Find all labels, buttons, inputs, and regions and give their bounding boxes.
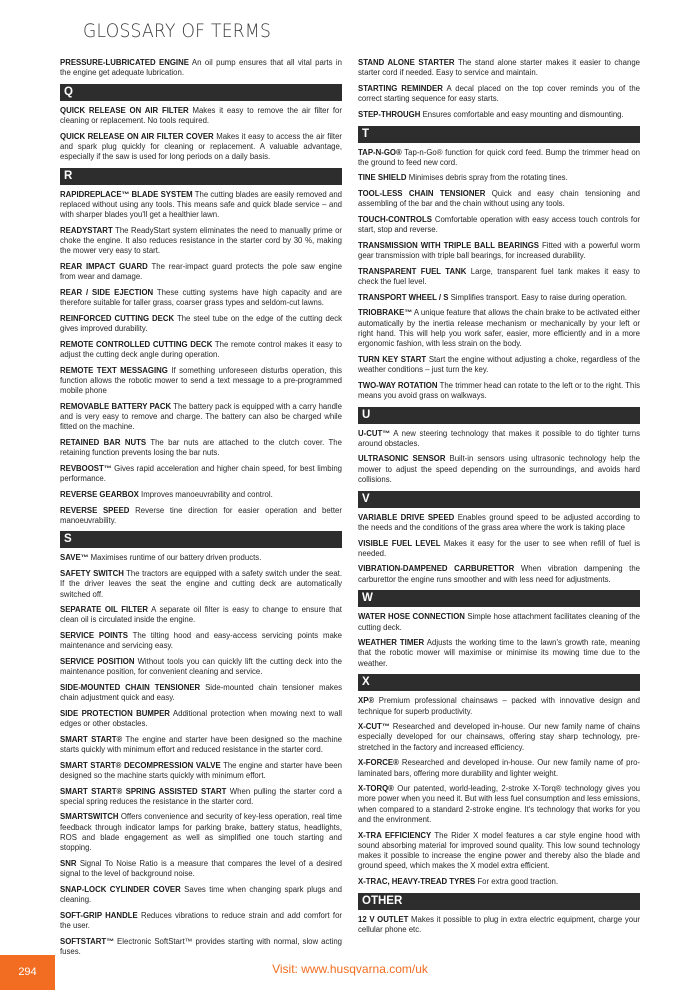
glossary-description: A decal placed on the top cover reminds you of the correct starting sequence for easy starts. (358, 83, 640, 104)
glossary-description: Makes it possible to plug in extra electric equipment, charge your cellular phone etc. (358, 914, 641, 934)
glossary-description: Makes it easy to remove the air filter for cleaning or replacement. No tools required. (60, 105, 342, 126)
glossary-term: SNAP-LOCK CYLINDER COVER (60, 884, 181, 894)
glossary-entry (358, 429, 640, 449)
glossary-description: Start the engine without adjusting a choke, regardless of the weather conditions – just turn the key. (358, 354, 641, 374)
glossary-term: QUICK RELEASE ON AIR FILTER COVER (60, 131, 214, 141)
glossary-description: Makes it easy to access the air filter and spark plug quickly for cleaning or replacement. A valuable advantage, especially if the saw is used for long periods on a daily basis. (60, 131, 343, 162)
glossary-entry (358, 638, 640, 669)
glossary-entry (358, 84, 640, 104)
glossary-description: Maximises runtime of our battery driven products. (90, 553, 262, 563)
glossary-entry (358, 722, 640, 753)
glossary-entry (60, 506, 342, 526)
glossary-entry (358, 612, 640, 632)
glossary-term: REMOTE CONTROLLED CUTTING DECK (60, 339, 213, 349)
glossary-description: The ReadyStart system eliminates the need to manually prime or choke the engine. It also reduces resistance in the starter cord by 30 %, making the mower very easy to start. (60, 226, 343, 256)
glossary-entry (358, 831, 640, 872)
glossary-term: TAP-N-GO® (358, 147, 402, 157)
glossary-term: SNR (60, 858, 77, 868)
glossary-term: REMOTE TEXT MESSAGING (60, 365, 168, 375)
glossary-entry (60, 438, 342, 458)
glossary-entry (60, 937, 342, 957)
page-title: GLOSSARY OF TERMS (83, 20, 272, 42)
glossary-description: Without tools you can quickly lift the cutting deck into the maintenance position, for convenient cleaning and service. (60, 657, 342, 677)
glossary-description: An oil pump ensures that all vital parts in the engine get adequate lubrication. (60, 58, 342, 78)
glossary-term: X-TRA EFFICIENCY (358, 830, 432, 840)
glossary-description: Our patented, world-leading, 2-stroke X-Torq® technology gives you more power when you need it. But with less fuel consumption and less emissions, when compared to a standard 2-stroke engine. It's technology that works for you and the environment. (358, 784, 641, 824)
glossary-term: TURN KEY START (358, 354, 427, 364)
glossary-description: Researched and developed in-house. Our new family name of pro-laminated bars, offering more durability and lighter weight. (358, 758, 641, 778)
glossary-description: Premium professional chainsaws – packed with innovative design and technique for superb productivity. (358, 696, 640, 716)
glossary-term: REAR IMPACT GUARD (60, 262, 148, 272)
glossary-entry (60, 366, 342, 397)
glossary-entry (60, 314, 342, 334)
glossary-term: SOFT-GRIP HANDLE (60, 910, 138, 920)
glossary-term: TRANSPORT WHEEL / S (358, 292, 449, 302)
glossary-entry (358, 308, 640, 349)
section-letter-w: W (358, 590, 640, 607)
section-letter-u: U (358, 407, 640, 424)
glossary-description: Signal To Noise Ratio is a measure that compares the level of a desired signal to the level of background noise. (60, 858, 342, 878)
glossary-description: Gives rapid acceleration and higher chain speed, for best limbing performance. (60, 463, 342, 484)
glossary-entry (60, 885, 342, 905)
glossary-entry (358, 355, 640, 375)
glossary-description: Quick and easy chain tensioning and assembling of the bar and the chain without using any tools. (358, 189, 641, 209)
glossary-term: X-TORQ® (358, 784, 394, 794)
glossary-entry (358, 381, 640, 401)
glossary-term: TOUCH-CONTROLS (358, 215, 432, 225)
glossary-entry (60, 464, 342, 484)
glossary-entry (358, 110, 640, 120)
glossary-entry (60, 553, 342, 563)
glossary-description: The trimmer head can rotate to the left or to the right. This means you avoid grass on walkways. (358, 380, 640, 400)
glossary-term: READYSTART (60, 226, 113, 236)
glossary-term: XP® (358, 696, 375, 706)
glossary-description: Simplifies transport. Easy to raise during operation. (450, 292, 627, 302)
section-letter-other: OTHER (358, 893, 640, 910)
glossary-entry (358, 173, 640, 183)
glossary-term: RETAINED BAR NUTS (60, 437, 147, 447)
section-letter-q: Q (60, 84, 342, 101)
glossary-term: STEP-THROUGH (358, 109, 421, 119)
glossary-term: PRESSURE-LUBRICATED ENGINE (60, 58, 189, 67)
glossary-description: Electronic SoftStart™ provides starting with normal, slow acting fuses. (60, 936, 342, 956)
glossary-term: ULTRASONIC SENSOR (358, 454, 446, 464)
glossary-description: Fitted with a powerful worm gear transmission with triple ball bearings, for increased durability. (358, 240, 640, 261)
glossary-term: QUICK RELEASE ON AIR FILTER (60, 105, 189, 115)
glossary-description: Offers convenience and security of key-less operation, real time feedback through indicator lamps for parking brake, battery status, headlights, ROS and blade engagement as well as simplified one touch starting and stopping. (60, 812, 343, 853)
right-column (358, 58, 640, 940)
glossary-term: TINE SHIELD (358, 173, 407, 183)
glossary-term: SERVICE POINTS (60, 631, 128, 641)
glossary-description: Reverse tine direction for easier operation and better manoeuvrability. (60, 505, 342, 525)
glossary-description: Tap-n-Go® function for quick cord feed. Bump the trimmer head on the ground to feed new cord. (358, 147, 641, 167)
glossary-description: The bar nuts are attached to the clutch cover. The retaining function prevents losing the bar nuts. (60, 437, 342, 458)
glossary-description: If something unforeseen disturbs operation, this function allows the robotic mower to send a text message to a pre-programmed mobile phone (60, 365, 343, 396)
glossary-description: The rear-impact guard protects the pole saw engine from wear and damage. (60, 262, 342, 282)
glossary-description: Reduces vibrations to reduce strain and add comfort for the user. (60, 910, 342, 930)
glossary-entry (358, 539, 640, 559)
glossary-entry (60, 106, 342, 126)
glossary-term: SERVICE POSITION (60, 657, 135, 667)
glossary-description: Ensures comfortable and easy mounting and dismounting. (422, 109, 624, 119)
glossary-term: TRANSPARENT FUEL TANK (358, 266, 467, 276)
glossary-term: TOOL-LESS CHAIN TENSIONER (358, 189, 486, 199)
glossary-entry (60, 569, 342, 600)
glossary-entry (60, 340, 342, 360)
glossary-description: Built-in sensors using ultrasonic technology help the mower to adjust the speed depending on the surroundings, and avoids hard collisions. (358, 454, 641, 484)
glossary-description: A unique feature that allows the chain brake to be activated either automatically by the inertia release mechanism or mechanically by your left or right hand. This will help you work safer, easier, more efficiently and in a more ergonomic fashion, with less strain on the body. (358, 308, 640, 349)
glossary-term: STARTING REMINDER (358, 83, 443, 93)
glossary-entry (358, 58, 640, 78)
glossary-term: REMOVABLE BATTERY PACK (60, 401, 172, 411)
glossary-description: Adjusts the working time to the lawn's growth rate, meaning that the robotic mower will maximise or minimise its mowing time due to the weather. (358, 638, 640, 668)
glossary-term: REVERSE SPEED (60, 505, 130, 515)
glossary-description: Comfortable operation with easy access touch controls for start, stop and reverse. (358, 215, 641, 235)
glossary-description: Large, transparent fuel tank makes it easy to check the fuel level. (358, 266, 640, 287)
glossary-term: SAVE™ (60, 553, 89, 563)
glossary-description: The Rider X model features a car style engine hood with sound absorbing material for improved sound quality. This low sound technology makes it possible to increase the engine power and thereby also the blade and ground speed, which makes the X model extra efficient. (358, 830, 640, 871)
glossary-description: Researched and developed in-house. Our new family name of chains especially developed for our chainsaws, offering stay sharp technology, pre-stretched in the factory and increased efficiency. (358, 722, 640, 752)
glossary-description: The engine and starter have been designed so the machine starts quickly with minimum effort. (60, 760, 342, 780)
glossary-description: Improves manoeuvrability and control. (141, 489, 273, 499)
glossary-term: REINFORCED CUTTING DECK (60, 313, 175, 323)
glossary-entry (60, 787, 342, 807)
section-letter-t: T (358, 126, 640, 143)
glossary-entry (358, 784, 640, 825)
glossary-term: U-CUT™ (358, 428, 391, 438)
glossary-entry (60, 709, 342, 729)
glossary-term: RAPIDREPLACE™ BLADE SYSTEM (60, 189, 193, 199)
glossary-entry (60, 657, 342, 677)
glossary-term: X-FORCE® (358, 758, 399, 768)
glossary-entry (358, 915, 640, 935)
glossary-term: VARIABLE DRIVE SPEED (358, 512, 455, 522)
glossary-entry (358, 148, 640, 168)
glossary-description: These cutting systems have high capacity and are therefore suitable for taller grass, coarser grass types and seldom-cut lawns. (60, 288, 342, 308)
glossary-term: STAND ALONE STARTER (358, 58, 455, 67)
section-letter-r: R (60, 168, 342, 185)
glossary-entry (60, 631, 342, 651)
glossary-entry (60, 911, 342, 931)
glossary-term: X-CUT™ (358, 722, 390, 732)
glossary-description: Side-mounted chain tensioner makes chain adjustment quick and easy. (60, 682, 343, 703)
glossary-entry (60, 605, 342, 625)
footer-url[interactable]: Visit: www.husqvarna.com/uk (272, 962, 428, 976)
glossary-description: Makes it easy for the user to see when refill of fuel is needed. (358, 538, 640, 558)
section-letter-s: S (60, 531, 342, 548)
left-column (60, 58, 342, 962)
glossary-term: REAR / SIDE EJECTION (60, 288, 154, 298)
glossary-term: TWO-WAY ROTATION (358, 380, 438, 390)
glossary-term: SIDE PROTECTION BUMPER (60, 708, 170, 718)
glossary-entry (60, 226, 342, 257)
glossary-entry (60, 190, 342, 221)
glossary-entry (358, 564, 640, 584)
glossary-entry (358, 215, 640, 235)
glossary-term: SAFETY SWITCH (60, 569, 124, 579)
glossary-entry (358, 696, 640, 716)
glossary-term: SMART START® SPRING ASSISTED START (60, 786, 227, 796)
glossary-entry (60, 761, 342, 781)
glossary-description: The remote control makes it easy to adjust the cutting deck angle during operation. (60, 339, 343, 360)
glossary-description: A new steering technology that makes it possible to do tighter turns around obstacles. (358, 428, 640, 448)
glossary-description: For extra good traction. (477, 876, 559, 886)
glossary-entry (358, 241, 640, 261)
glossary-entry (60, 58, 342, 78)
glossary-term: SEPARATE OIL FILTER (60, 605, 148, 615)
glossary-entry (358, 267, 640, 287)
glossary-entry (358, 189, 640, 209)
glossary-term: REVERSE GEARBOX (60, 489, 139, 499)
glossary-term: X-TRAC, HEAVY-TREAD TYRES (358, 876, 476, 886)
glossary-description: Minimises debris spray from the rotating tines. (408, 173, 568, 183)
glossary-description: A separate oil filter is easy to change to ensure that clean oil is circulated inside the engine. (60, 605, 342, 625)
glossary-entry (358, 513, 640, 533)
glossary-entry (60, 402, 342, 433)
glossary-term: SMART START® (60, 734, 123, 744)
glossary-term: SOFTSTART™ (60, 936, 114, 946)
glossary-term: 12 V OUTLET (358, 914, 409, 924)
glossary-term: TRANSMISSION WITH TRIPLE BALL BEARINGS (358, 240, 540, 250)
glossary-description: The battery pack is equipped with a carry handle and is very easy to remove and charge. The battery can also be charged while fitted on the machine. (60, 401, 342, 432)
glossary-entry (358, 454, 640, 485)
glossary-description: Simple hose attachment facilitates cleaning of the cutting deck. (358, 612, 640, 632)
glossary-term: WEATHER TIMER (358, 638, 425, 648)
glossary-entry (358, 758, 640, 778)
glossary-entry (60, 132, 342, 163)
glossary-term: SMART START® DECOMPRESSION VALVE (60, 760, 221, 770)
glossary-entry (60, 859, 342, 879)
glossary-description: The engine and starter have been designed so the machine starts quickly with minimum effort and reduced resistance in the starter cord. (60, 734, 342, 754)
glossary-entry (60, 288, 342, 308)
glossary-description: Enables ground speed to be adjusted according to the needs and the conditions of the grass area where the work is taking place (358, 512, 640, 532)
glossary-description: When vibration dampening the carburettor the engine runs smoother and with less need for adjustments. (358, 564, 641, 584)
section-letter-x: X (358, 674, 640, 691)
glossary-entry (60, 683, 342, 703)
glossary-term: TRIOBRAKE™ (358, 308, 413, 318)
glossary-description: The steel tube on the edge of the cutting deck gives improved durability. (60, 313, 343, 334)
glossary-term: VIBRATION-DAMPENED CARBURETTOR (358, 564, 515, 574)
glossary-description: Additional protection when mowing next to wall edges or other obstacles. (60, 708, 342, 729)
glossary-entry (60, 262, 342, 282)
glossary-term: REVBOOST™ (60, 463, 112, 473)
page-number: 294 (18, 966, 37, 978)
glossary-description: The tractors are equipped with a safety switch under the seat. If the driver leaves the seat the engine and cutting deck are automatically switched off. (60, 569, 342, 599)
glossary-term: VISIBLE FUEL LEVEL (358, 538, 441, 548)
glossary-entry (60, 490, 342, 500)
glossary-entry (358, 293, 640, 303)
glossary-term: SMARTSWITCH (60, 812, 119, 822)
glossary-description: The cutting blades are easily removed and replaced without using any tools. This means safe and quick blade service – and with sharper blades you'll get a healthier lawn. (60, 189, 342, 220)
glossary-entry (60, 735, 342, 755)
glossary-description: The stand alone starter makes it easier to change starter cord if needed. Easy to service and maintain. (358, 58, 640, 78)
glossary-entry (60, 812, 342, 853)
glossary-description: Saves time when changing spark plugs and cleaning. (60, 884, 342, 904)
glossary-description: The tilting hood and easy-access servicing points make maintenance and servicing easy. (60, 631, 343, 651)
glossary-entry (358, 877, 640, 887)
glossary-term: WATER HOSE CONNECTION (358, 612, 465, 622)
glossary-description: When pulling the starter cord a special spring reduces the resistance in the starter cord. (60, 786, 343, 806)
glossary-term: SIDE-MOUNTED CHAIN TENSIONER (60, 682, 201, 692)
section-letter-v: V (358, 491, 640, 508)
